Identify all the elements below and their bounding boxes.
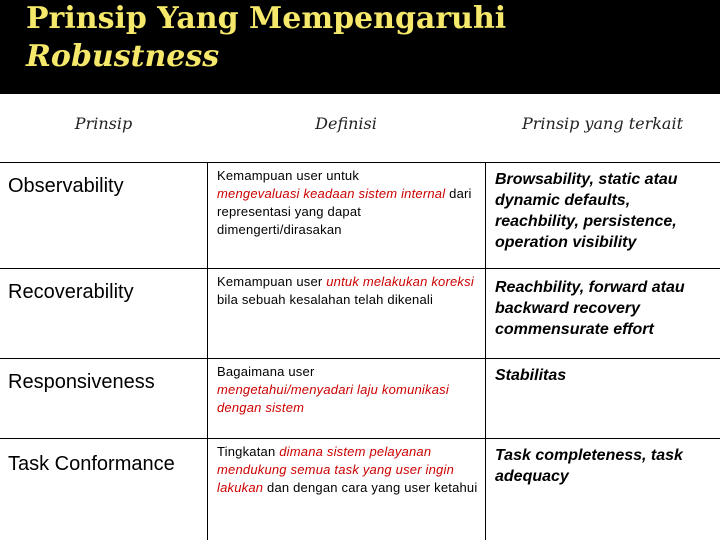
definisi-part-1: Bagaimana user (217, 364, 315, 379)
definisi-part-2: untuk melakukan koreksi (326, 274, 474, 289)
row-prinsip-terkait: Browsability, static atau dynamic defaults, reachbility, persistence, operation visibility (495, 171, 678, 251)
row-prinsip: Responsiveness (8, 371, 155, 393)
slide-title (26, 0, 706, 76)
definisi-part-2: dimana sistem pelayanan mendukung semua task yang user ingin lakukan (217, 444, 455, 495)
definisi-part-1: Kemampuan user (217, 274, 327, 289)
header-prinsip-terkait: Prinsip yang terkait (521, 113, 684, 133)
title-line-1: Prinsip Yang Mempengaruhi (26, 1, 507, 36)
column-divider (485, 162, 486, 540)
table-row (0, 162, 720, 269)
row-definisi (207, 359, 485, 417)
principles-table (0, 94, 720, 540)
table-row (0, 438, 720, 540)
header-definisi: Definisi (315, 113, 377, 133)
table-row (0, 358, 720, 439)
row-definisi (207, 163, 485, 239)
table-row (0, 268, 720, 359)
definisi-part-3: dari representasi yang dapat dimengerti/dirasakan (217, 186, 472, 237)
row-prinsip-terkait: Task completeness, task adequacy (495, 447, 683, 485)
title-line-2: Robustness (26, 39, 220, 74)
row-definisi (207, 269, 485, 309)
row-prinsip-terkait: Reachbility, forward atau backward recovery commensurate effort (495, 279, 685, 338)
row-definisi (207, 439, 485, 497)
definisi-part-3: dan dengan cara yang user ketahui (263, 480, 478, 495)
definisi-part-2: mengetahui/menyadari laju komunikasi dengan sistem (217, 382, 449, 415)
row-prinsip-terkait: Stabilitas (495, 367, 567, 384)
row-prinsip: Observability (8, 175, 124, 197)
row-prinsip: Task Conformance (8, 453, 175, 475)
definisi-part-2: mengevaluasi keadaan sistem internal (217, 186, 446, 201)
definisi-part-1: Tingkatan (217, 444, 280, 459)
definisi-part-3: bila sebuah kesalahan telah dikenali (217, 292, 434, 307)
definisi-part-1: Kemampuan user untuk (217, 168, 360, 183)
row-prinsip: Recoverability (8, 281, 134, 303)
header-prinsip: Prinsip (74, 113, 133, 133)
column-divider (207, 162, 208, 540)
